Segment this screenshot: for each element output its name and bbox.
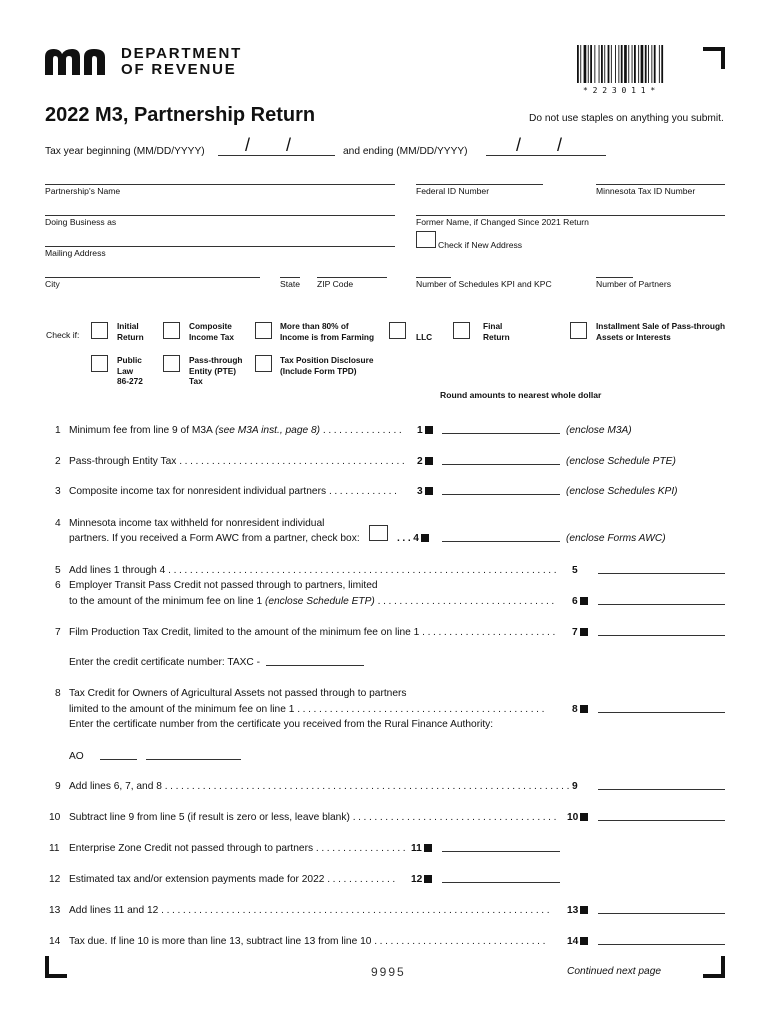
line-12-ref: 12	[411, 874, 432, 885]
logo-department: DEPARTMENT	[121, 45, 243, 62]
state-field[interactable]	[280, 277, 300, 278]
ending-label: and ending (MM/DD/YYYY)	[343, 146, 468, 157]
mn-tax-id-label: Minnesota Tax ID Number	[596, 186, 696, 196]
installment-checkbox[interactable]	[570, 322, 587, 339]
logo-of-revenue: OF REVENUE	[121, 61, 237, 78]
zip-label: ZIP Code	[317, 279, 354, 289]
line-11-ref: 11	[411, 843, 432, 854]
initial-return-checkbox[interactable]	[91, 322, 108, 339]
line-13-text: Add lines 11 and 12 ........................................................................	[69, 905, 553, 916]
line-13-ref: 13	[567, 905, 588, 916]
line-4-amount-field[interactable]	[442, 541, 560, 542]
line-2-ref: 2	[417, 456, 433, 467]
partnership-name-label: Partnership's Name	[45, 186, 121, 196]
line-11-text: Enterprise Zone Credit not passed through to partners .................	[69, 843, 409, 854]
line-5-text: Add lines 1 through 4 ........................................................................	[69, 565, 560, 576]
public-law-label: Public Law 86-272	[117, 355, 143, 386]
line-2-number: 2	[55, 456, 61, 467]
tax-year-begin-field[interactable]	[218, 155, 335, 156]
line-2-text: Pass-through Entity Tax ..........................................	[69, 456, 408, 467]
tax-year-end-field[interactable]	[486, 155, 606, 156]
line-4-number: 4	[55, 518, 61, 529]
mailing-address-field[interactable]	[45, 246, 395, 247]
line-9-amount-field[interactable]	[598, 789, 725, 790]
line-6-amount-field[interactable]	[598, 604, 725, 605]
line-4-ref: ...4	[397, 533, 429, 544]
ao-label: AO	[69, 751, 84, 762]
line-2-note: (enclose Schedule PTE)	[566, 456, 676, 467]
llc-checkbox[interactable]	[389, 322, 406, 339]
line-4-text-1: Minnesota income tax withheld for nonresident individual	[69, 518, 325, 529]
line-9-ref: 9	[572, 781, 578, 792]
public-law-checkbox[interactable]	[91, 355, 108, 372]
line-7-ref: 7	[572, 627, 588, 638]
composite-label: Composite Income Tax	[189, 321, 235, 342]
line-14-number: 14	[49, 936, 61, 947]
line-2-amount-field[interactable]	[442, 464, 560, 465]
line-11-number: 11	[49, 843, 60, 854]
line-8-text-3: Enter the certificate number from the certificate you received from the Rural Finance Authority:	[69, 719, 494, 730]
line-5-number: 5	[55, 565, 61, 576]
line-6-text-1: Employer Transit Pass Credit not passed through to partners, limited	[69, 580, 378, 591]
pte-label: Pass-through Entity (PTE) Tax	[189, 355, 243, 386]
line-1-number: 1	[55, 425, 61, 436]
line-12-number: 12	[49, 874, 61, 885]
dba-label: Doing Business as	[45, 217, 117, 227]
new-address-checkbox[interactable]	[416, 231, 436, 248]
taxc-cert-field[interactable]	[266, 665, 364, 666]
final-return-checkbox[interactable]	[453, 322, 470, 339]
mn-tax-id-field[interactable]	[596, 184, 725, 185]
page-code: 9995	[371, 965, 406, 979]
line-3-ref: 3	[417, 486, 433, 497]
initial-return-label: Initial Return	[117, 321, 144, 342]
line-8-ref: 8	[572, 704, 588, 715]
line-5-amount-field[interactable]	[598, 573, 725, 574]
line-1-ref: 1	[417, 425, 433, 436]
federal-id-field[interactable]	[416, 184, 543, 185]
line-7-cert-label: Enter the credit certificate number: TAXC -	[69, 657, 260, 668]
federal-id-label: Federal ID Number	[416, 186, 490, 196]
num-partners-field[interactable]	[596, 277, 633, 278]
tpd-checkbox[interactable]	[255, 355, 272, 372]
line-1-amount-field[interactable]	[442, 433, 560, 434]
line-7-amount-field[interactable]	[598, 635, 725, 636]
line-11-amount-field[interactable]	[442, 851, 560, 852]
line-12-text: Estimated tax and/or extension payments made for 2022 .............	[69, 874, 398, 885]
line-8-text-1: Tax Credit for Owners of Agricultural Assets not passed through to partners	[69, 688, 407, 699]
line-3-amount-field[interactable]	[442, 494, 560, 495]
line-4-text-2: partners. If you received a Form AWC from a partner, check box:	[69, 533, 360, 544]
farming-label: More than 80% of Income is from Farming	[280, 321, 375, 342]
mn-logo-icon	[45, 47, 113, 75]
line-10-number: 10	[49, 812, 61, 823]
former-name-field[interactable]	[416, 215, 725, 216]
form-title: 2022 M3, Partnership Return	[45, 104, 316, 126]
line-6-number: 6	[55, 580, 61, 591]
line-1-text: Minimum fee from line 9 of M3A (see M3A inst., page 8) ...............	[69, 425, 405, 436]
line-6-text-2: to the amount of the minimum fee on line 1 (enclose Schedule ETP) .................................	[69, 596, 557, 607]
corner-mark-top-right	[703, 47, 725, 69]
city-field[interactable]	[45, 277, 260, 278]
slash: /	[245, 135, 251, 155]
line-7-number: 7	[55, 627, 61, 638]
ao-field-2[interactable]	[146, 759, 241, 760]
line-14-text: Tax due. If line 10 is more than line 13, subtract line 13 from line 10 ................................	[69, 936, 549, 947]
awc-checkbox[interactable]	[369, 525, 388, 541]
staples-note: Do not use staples on anything you submit.	[529, 113, 724, 124]
barcode-number: * 2 2 3 0 1 1 *	[583, 86, 656, 95]
farming-checkbox[interactable]	[255, 322, 272, 339]
line-10-text: Subtract line 9 from line 5 (if result is zero or less, leave blank) ......................................	[69, 812, 560, 823]
line-14-ref: 14	[567, 936, 588, 947]
line-14-amount-field[interactable]	[598, 944, 725, 945]
zip-field[interactable]	[317, 277, 387, 278]
slash: /	[516, 135, 522, 155]
line-8-text-2: limited to the amount of the minimum fee on line 1 ..............................................	[69, 704, 548, 715]
line-13-amount-field[interactable]	[598, 913, 725, 914]
round-note: Round amounts to nearest whole dollar	[440, 390, 602, 400]
line-10-amount-field[interactable]	[598, 820, 725, 821]
num-schedules-field[interactable]	[416, 277, 451, 278]
partnership-name-field[interactable]	[45, 184, 395, 185]
llc-label: LLC	[416, 332, 433, 342]
line-3-number: 3	[55, 486, 61, 497]
installment-label: Installment Sale of Pass-through Assets or Interests	[596, 321, 726, 342]
dba-field[interactable]	[45, 215, 395, 216]
slash: /	[557, 135, 563, 155]
pte-checkbox[interactable]	[163, 355, 180, 372]
num-partners-label: Number of Partners	[596, 279, 671, 289]
line-5-ref: 5	[572, 565, 578, 576]
tax-year-label: Tax year beginning (MM/DD/YYYY)	[45, 146, 205, 157]
city-label: City	[45, 279, 60, 289]
corner-mark-bottom-left	[45, 956, 67, 978]
line-3-text: Composite income tax for nonresident individual partners .............	[69, 486, 400, 497]
check-if-label: Check if:	[46, 330, 80, 340]
line-8-number: 8	[55, 688, 61, 699]
line-1-note: (enclose M3A)	[566, 425, 632, 436]
slash: /	[286, 135, 292, 155]
line-4-note: (enclose Forms AWC)	[566, 533, 666, 544]
corner-mark-bottom-right	[703, 956, 725, 978]
state-label: State	[280, 279, 301, 289]
line-9-number: 9	[55, 781, 61, 792]
line-8-amount-field[interactable]	[598, 712, 725, 713]
final-return-label: Final Return	[483, 321, 510, 342]
line-7-text: Film Production Tax Credit, limited to the amount of the minimum fee on line 1 .........................	[69, 627, 558, 638]
line-10-ref: 10	[567, 812, 588, 823]
num-schedules-label: Number of Schedules KPI and KPC	[416, 279, 552, 289]
ao-field-1[interactable]	[100, 759, 137, 760]
line-6-ref: 6	[572, 596, 588, 607]
continued-next-page: Continued next page	[567, 966, 662, 977]
barcode	[577, 45, 677, 83]
mailing-address-label: Mailing Address	[45, 248, 106, 258]
line-9-text: Add lines 6, 7, and 8 ...........................................................................	[69, 781, 573, 792]
composite-checkbox[interactable]	[163, 322, 180, 339]
former-name-label: Former Name, if Changed Since 2021 Return	[416, 217, 589, 227]
line-13-number: 13	[49, 905, 61, 916]
line-12-amount-field[interactable]	[442, 882, 560, 883]
new-address-label: Check if New Address	[438, 240, 523, 250]
line-3-note: (enclose Schedules KPI)	[566, 486, 678, 497]
tpd-label: Tax Position Disclosure (Include Form TPD)	[280, 355, 374, 376]
